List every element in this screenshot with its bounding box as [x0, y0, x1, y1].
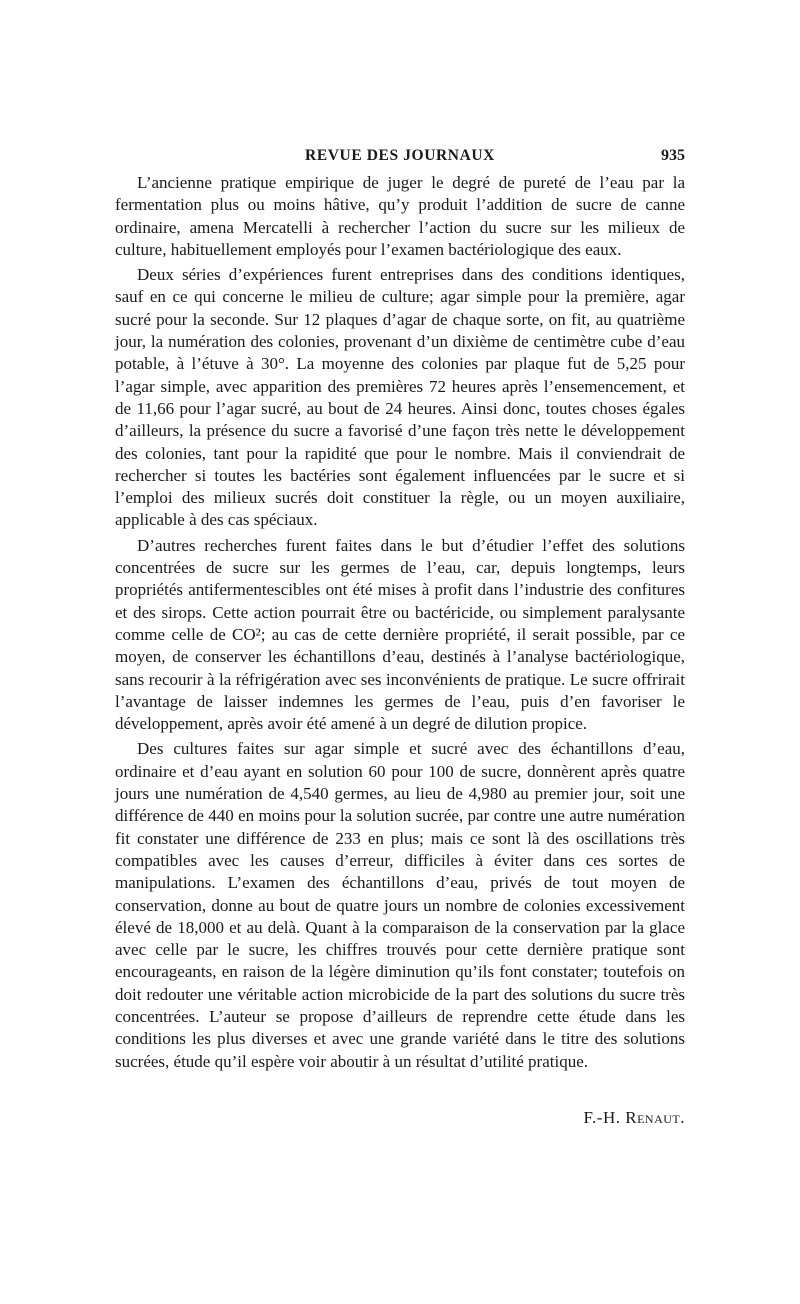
running-head: [115, 147, 685, 169]
running-title: REVUE DES JOURNAUX: [305, 147, 495, 164]
paragraph-4: Des cultures faites sur agar simple et sucré avec des échantillons d’eau, ordinaire et d’eau ayant en solution 60 pour 100 de sucre, donnèrent après quatre jours une numération de 4,540 germes, au lieu de 4,980 au premier jour, soit une différence de 440 en moins pour la solution sucrée, par contre une autre numération fit constater une différence de 233 en plus; mais ce sont là des oscillations très compatibles avec les causes d’erreur, difficiles à éviter dans ces sortes de manipulations. L’examen des échantillons d’eau, privés de tout moyen de conservation, donne au bout de quatre jours un nombre de colonies excessivement élevé de 18,000 et au delà. Quant à la comparaison de la conservation par la glace avec celle par le sucre, les chiffres trouvés pour cette dernière pratique sont encourageants, en raison de la légère diminution qu’ils font constater; toutefois on doit redouter une véritable action microbicide de la part des solutions du sucre très concentrées. L’auteur se propose d’ailleurs de reprendre cette étude dans les conditions les plus diverses et avec une grande variété dans le titre des solutions sucrées, étude qu’il espère voir aboutir à un résultat d’utilité pratique.: [115, 739, 685, 1071]
article-body: [115, 172, 685, 1073]
paragraph-1: L’ancienne pratique empirique de juger le degré de pureté de l’eau par la fermentation plus ou moins hâtive, qu’y produit l’addition de sucre de canne ordinaire, amena Mercatelli à rechercher l’action du sucre sur les milieux de culture, habituellement employés pour l’examen bactériologique des eaux.: [115, 173, 685, 259]
paragraph-3: D’autres recherches furent faites dans le but d’étudier l’effet des solutions concentrées de sucre sur les germes de l’eau, car, depuis longtemps, leurs propriétés antifermentescibles ont été mises à profit dans l’industrie des confitures et des sirops. Cette action pourrait être ou bactéricide, ou simplement paralysante comme celle de CO²; au cas de cette dernière propriété, il serait possible, par ce moyen, de conserver les échantillons d’eau, destinés à l’analyse bactériologique, sans recourir à la réfrigération avec ses inconvénients de pratique. Le sucre offrirait l’avantage de laisser indemnes les germes de l’eau, puis d’en favoriser le développement, après avoir été amené à un degré de dilution propice.: [115, 535, 685, 734]
author-initials: F.-H.: [583, 1108, 621, 1127]
paragraph-2: Deux séries d’expériences furent entreprises dans des conditions identiques, sauf en ce qui concerne le milieu de culture; agar simple pour la première, agar sucré pour la seconde. Sur 12 plaques d’agar de chaque sorte, on fit, au quatrième jour, la numération des colonies, provenant d’un dixième de centimètre cube d’eau potable, à l’étuve à 30°. La moyenne des colonies par plaque fut de 5,25 pour l’agar simple, avec apparition des premières 72 heures après l’ensemencement, et de 11,66 pour l’agar sucré, au bout de 24 heures. Ainsi donc, toutes choses égales d’ailleurs, la présence du sucre a favorisé d’une façon très nette le développement des colonies, tant pour la rapidité que pour le nombre. Mais il conviendrait de rechercher si toutes les bactéries sont également influencées par le sucre et si l’emploi des milieux sucrés doit constituer la règle, ou un moyen auxiliaire, applicable à des cas spéciaux.: [115, 265, 685, 530]
page-number: 935: [661, 147, 685, 164]
author-surname: Renaut.: [625, 1108, 685, 1127]
author-signature: [583, 1108, 685, 1128]
